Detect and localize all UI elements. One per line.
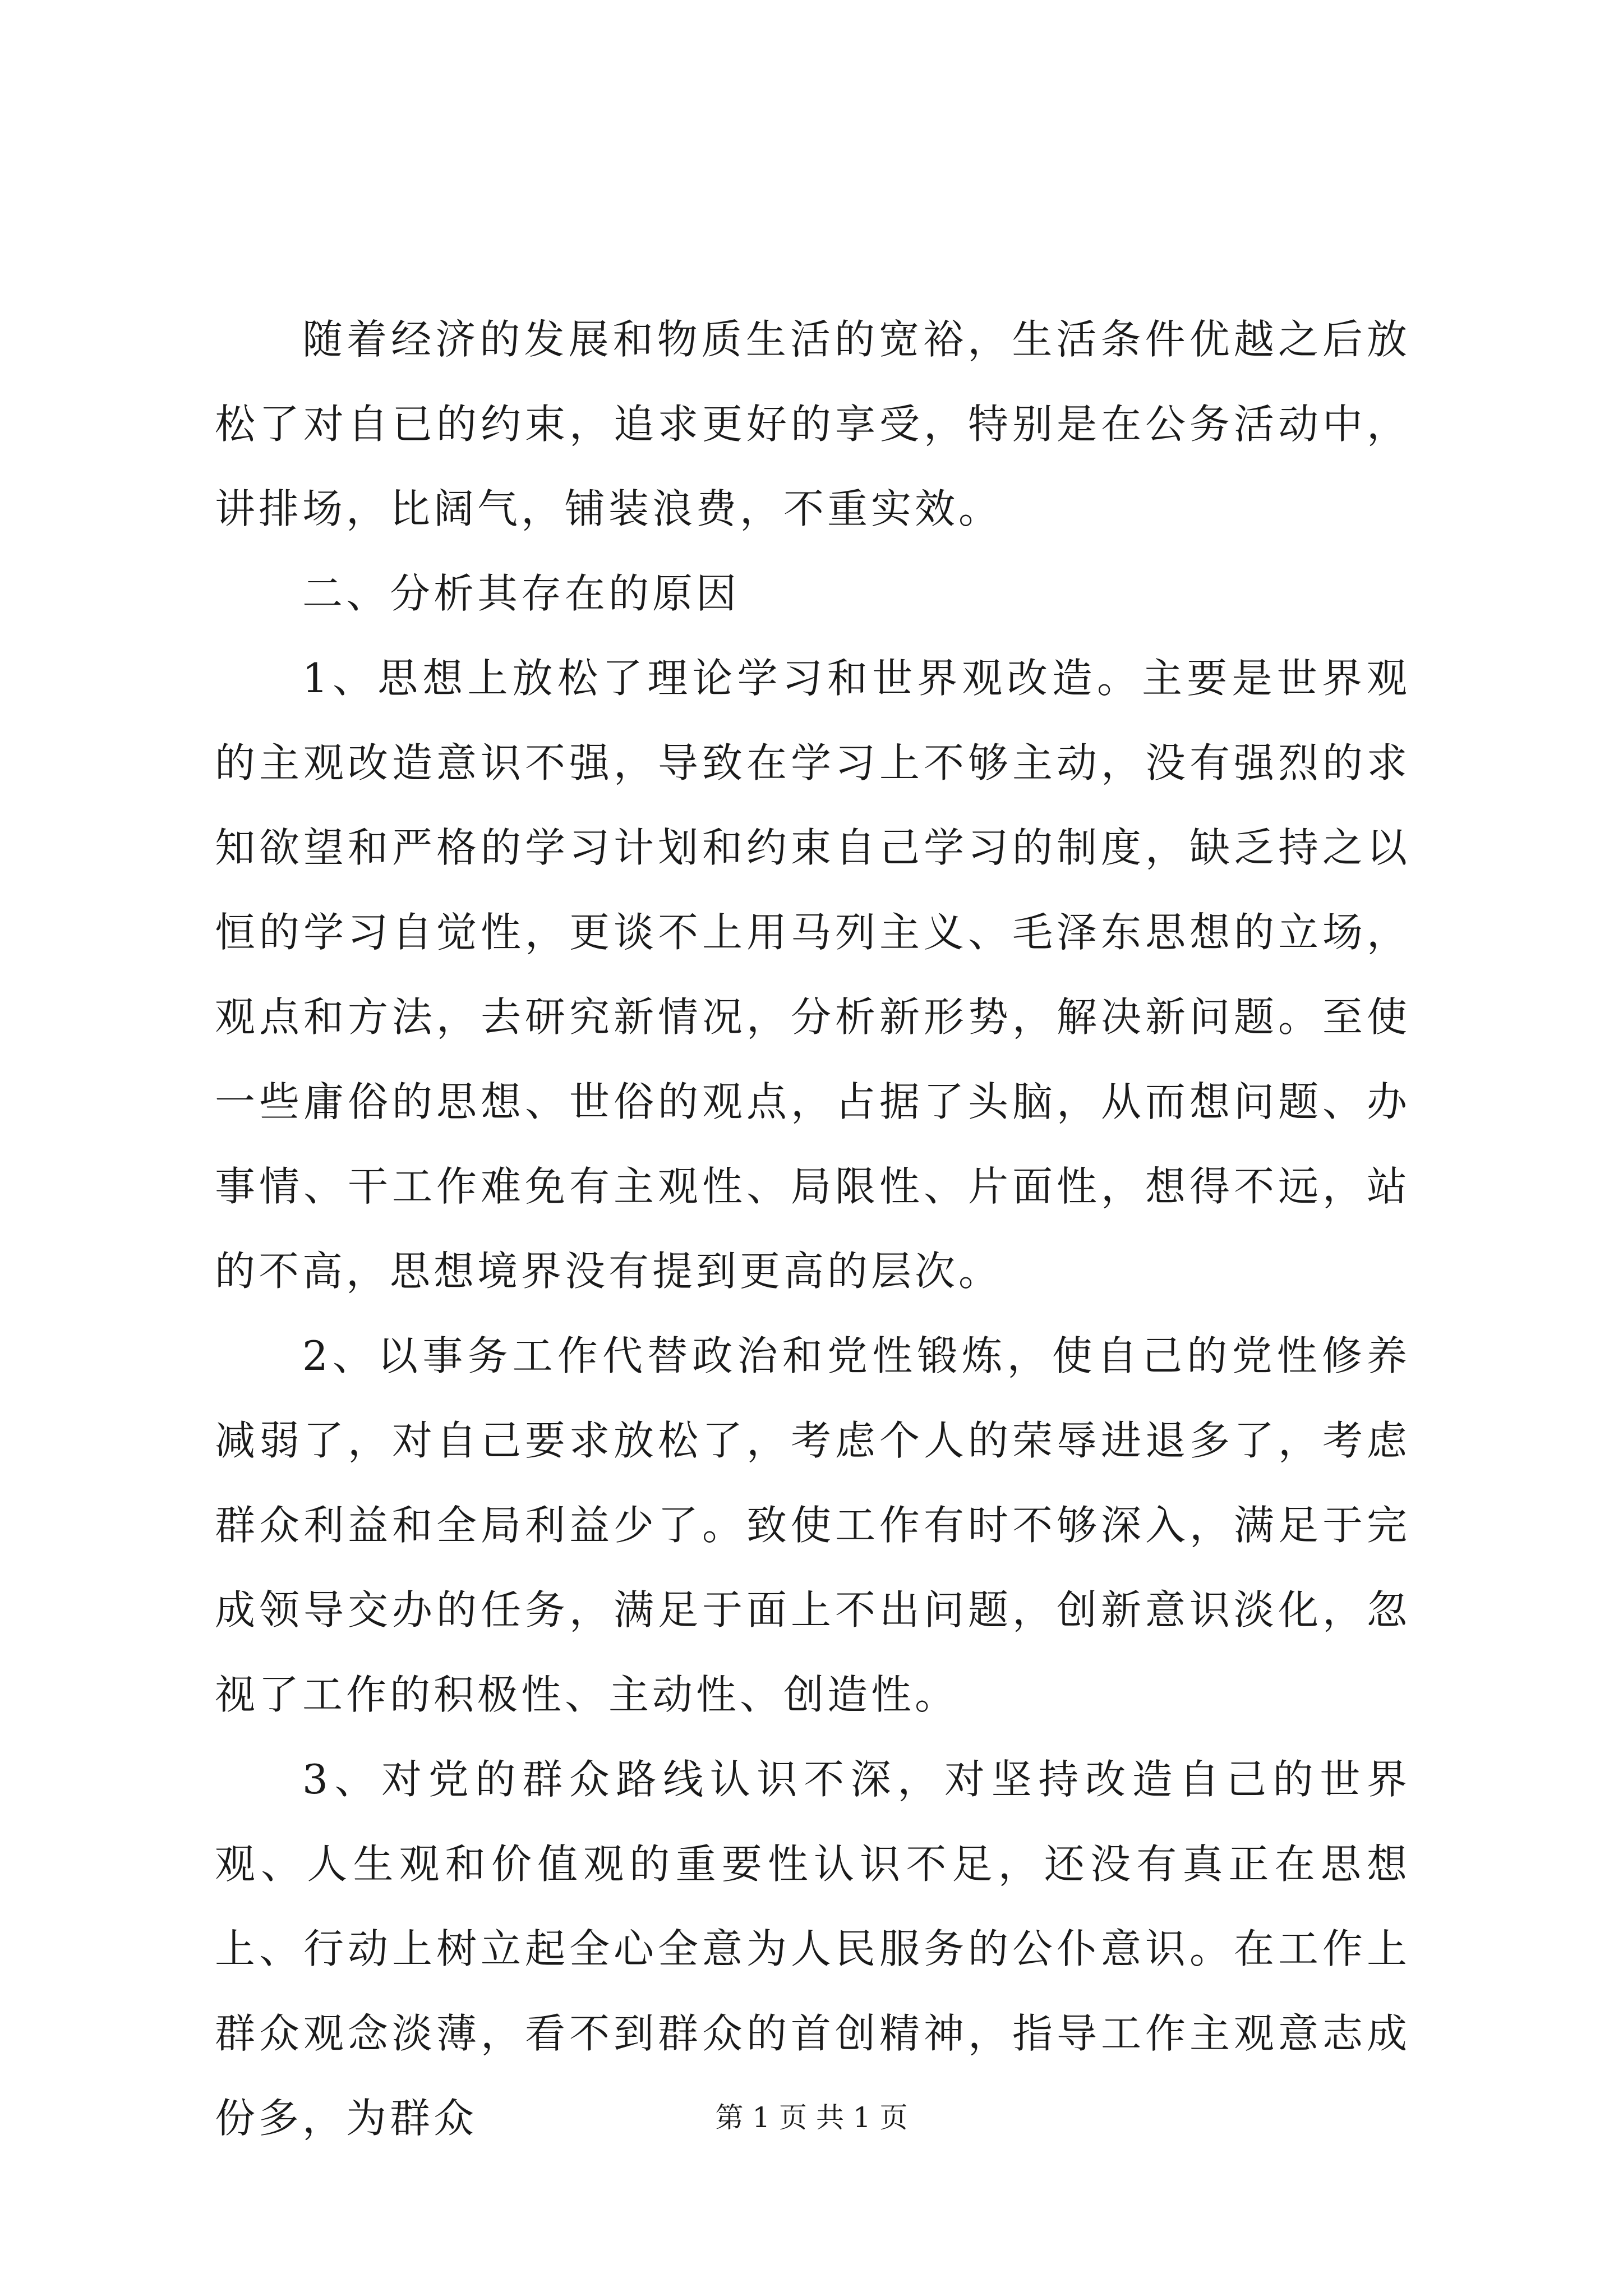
page-footer: 第 1 页 共 1 页 — [715, 2101, 908, 2134]
document-body — [215, 297, 1410, 2161]
paragraph-cause-1: 1、思想上放松了理论学习和世界观改造。主要是世界观的主观改造意识不强，导致在学习上不够主动，没有强烈的求知欲望和严格的学习计划和约束自己学习的制度，缺乏持之以恒的学习自觉性，更谈不上用马列主义、毛泽东思想的立场，观点和方法，去研究新情况，分析新形势，解决新问题。至使一些庸俗的思想、世俗的观点，占据了头脑，从而想问题、办事情、干工作难免有主观性、局限性、片面性，想得不远，站的不高，思想境界没有提到更高的层次。 — [215, 655, 1410, 1295]
section-heading-causes: 二、分析其存在的原因 — [302, 570, 740, 617]
paragraph-cause-3: 3、对党的群众路线认识不深，对坚持改造自己的世界观、人生观和价值观的重要性认识不足，还没有真正在思想上、行动上树立起全心全意为人民服务的公仆意识。在工作上群众观念淡薄，看不到群众的首创精神，指导工作主观意志成份多，为群众 — [215, 1756, 1410, 2142]
paragraph-extravagance: 随着经济的发展和物质生活的宽裕，生活条件优越之后放松了对自已的约束，追求更好的享受，特别是在公务活动中，讲排场，比阔气，铺装浪费，不重实效。 — [215, 316, 1410, 532]
paragraph-cause-2: 2、以事务工作代替政治和党性锻炼，使自己的党性修养减弱了，对自己要求放松了，考虑个人的荣辱进退多了，考虑群众利益和全局利益少了。致使工作有时不够深入，满足于完成领导交办的任务，满足于面上不出问题，创新意识淡化，忽视了工作的积极性、主动性、创造性。 — [215, 1332, 1410, 1718]
